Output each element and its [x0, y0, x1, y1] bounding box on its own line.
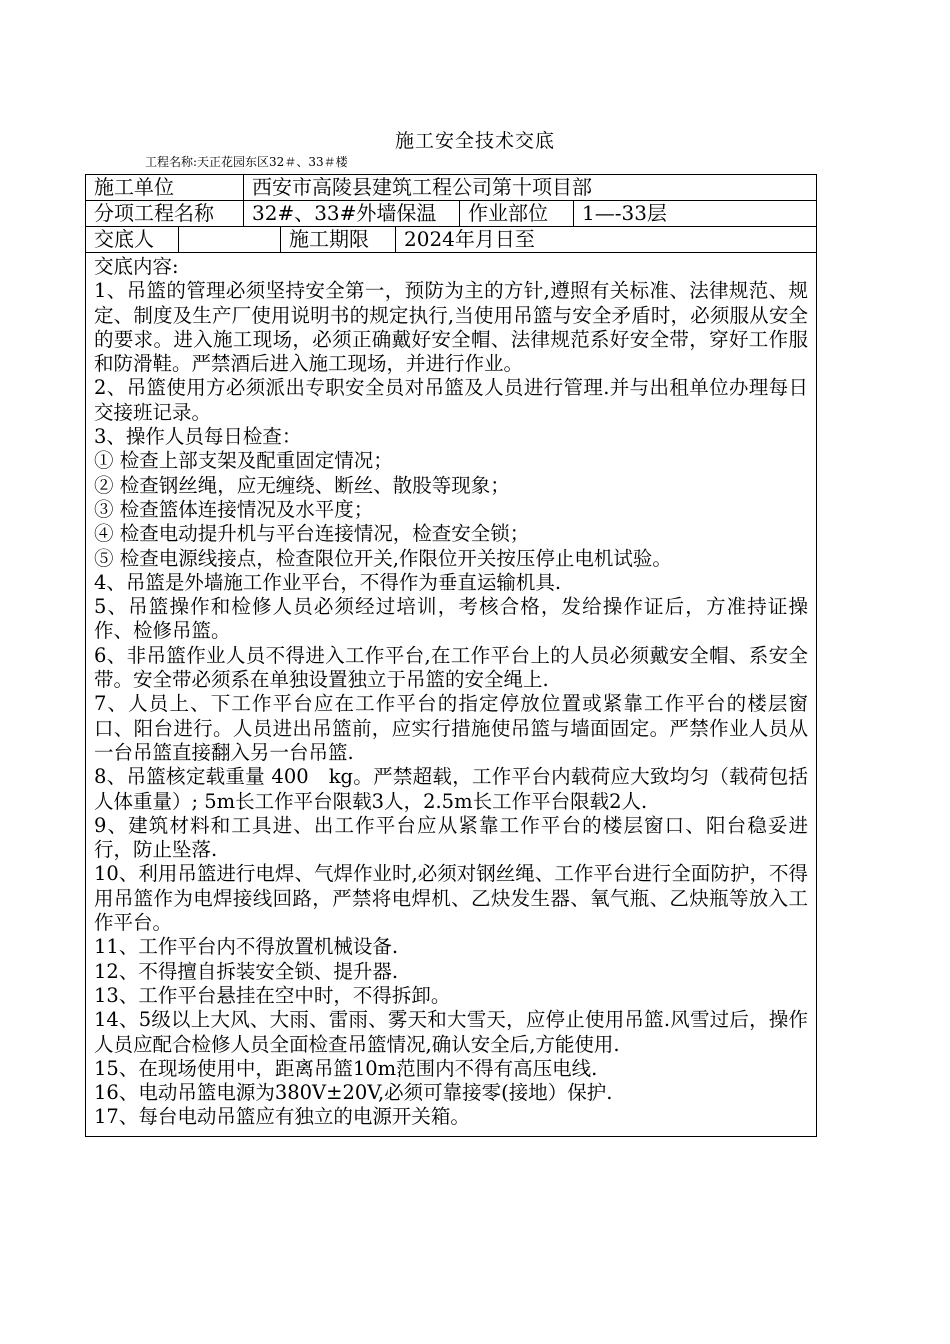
content-paragraph: 6、非吊篮作业人员不得进入工作平台,在工作平台上的人员必须戴安全帽、系安全带。安全带必须系在单独设置独立于吊篮的安全绳上.: [94, 643, 808, 692]
content-paragraph: 4、吊篮是外墙施工作业平台，不得作为垂直运输机具.: [94, 570, 562, 594]
content-paragraph: ⑤ 检查电源线接点，检查限位开关,作限位开关按压停止电机试验。: [94, 546, 672, 570]
disclosure-table: [85, 174, 817, 1137]
content-paragraph: ② 检查钢丝绳，应无缠绕、断丝、散股等现象；: [94, 473, 510, 497]
unit-value: 西安市高陵县建筑工程公司第十项目部: [252, 175, 592, 199]
content-paragraph: 2、吊篮使用方必须派出专职安全员对吊篮及人员进行管理.并与出租单位办理每日交接班记录。: [94, 376, 808, 424]
row-construction-unit: [86, 175, 816, 201]
part-label: 作业部位: [460, 201, 574, 226]
unit-label: 施工单位: [86, 175, 244, 200]
item-value: 32#、33#外墙保温: [244, 201, 460, 226]
disclosure-content: [86, 253, 816, 1136]
content-paragraph: 14、5级以上大风、大雨、雷雨、雾天和大雪天，应停止使用吊篮.风雪过后，操作人员应配合检修人员全面检查吊篮情况,确认安全后,方能使用.: [94, 1008, 808, 1056]
content-paragraph: 8、吊篮核定载重量 400 kg。严禁超载，工作平台内载荷应大致均匀（载荷包括人体重量）; 5m长工作平台限载3人，2.5m长工作平台限载2人.: [94, 765, 808, 813]
content-paragraph: ① 检查上部支架及配重固定情况；: [94, 449, 393, 473]
part-value: 1—-33层: [582, 201, 667, 225]
period-label: 施工期限: [281, 227, 396, 252]
person-label: 交底人: [86, 227, 179, 252]
project-name-line: 工程名称:天正花园东区32＃、33＃楼: [145, 155, 348, 169]
content-paragraph: 1、吊篮的管理必须坚持安全第一，预防为主的方针,遵照有关标准、法律规范、规定、制度及生产厂使用说明书的规定执行,当使用吊篮与安全矛盾时，必须服从安全的要求。进入施工现场，必须正确戴好安全帽、法律规范系好安全带，穿好工作服和防滑鞋。严禁酒后进入施工现场，并进行作业。: [94, 279, 808, 376]
row-sub-project: [86, 201, 816, 227]
content-heading: 交底内容:: [94, 255, 179, 278]
content-paragraph: 11、工作平台内不得放置机械设备.: [94, 935, 399, 959]
page-title: 施工安全技术交底: [394, 130, 555, 152]
content-paragraph: ③ 检查篮体连接情况及水平度；: [94, 497, 374, 521]
item-label: 分项工程名称: [86, 201, 244, 226]
person-value: [179, 227, 281, 252]
content-paragraph: 13、工作平台悬挂在空中时，不得拆卸。: [94, 983, 451, 1007]
content-paragraph: 9、建筑材料和工具进、出工作平台应从紧靠工作平台的楼层窗口、阳台稳妥进行，防止坠落.: [94, 813, 808, 862]
content-paragraph: 16、电动吊篮电源为380V±20V,必须可靠接零(接地）保护.: [94, 1081, 613, 1105]
content-paragraph: 17、每台电动吊篮应有独立的电源开关箱。: [94, 1105, 470, 1129]
content-paragraph: 5、吊篮操作和检修人员必须经过培训，考核合格，发给操作证后，方准持证操作、检修吊篮。: [94, 595, 808, 643]
row-discloser: [86, 227, 816, 253]
content-paragraph: 15、在现场使用中，距离吊篮10m范围内不得有高压电线.: [94, 1056, 598, 1080]
content-paragraph: 3、操作人员每日检查：: [94, 425, 302, 449]
content-paragraph: 7、人员上、下工作平台应在工作平台的指定停放位置或紧靠工作平台的楼层窗口、阳台进行。人员进出吊篮前，应实行措施使吊篮与墙面固定。严禁作业人员从一台吊篮直接翻入另一台吊篮.: [94, 692, 808, 764]
content-paragraph: ④ 检查电动提升机与平台连接情况，检查安全锁；: [94, 522, 530, 546]
content-paragraph: 12、不得擅自拆装安全锁、提升器.: [94, 959, 399, 983]
period-value: 2024年月日至: [404, 227, 535, 251]
content-paragraph: 10、利用吊篮进行电焊、气焊作业时,必须对钢丝绳、工作平台进行全面防护，不得用吊篮作为电焊接线回路，严禁将电焊机、乙炔发生器、氧气瓶、乙炔瓶等放入工作平台。: [94, 862, 808, 935]
